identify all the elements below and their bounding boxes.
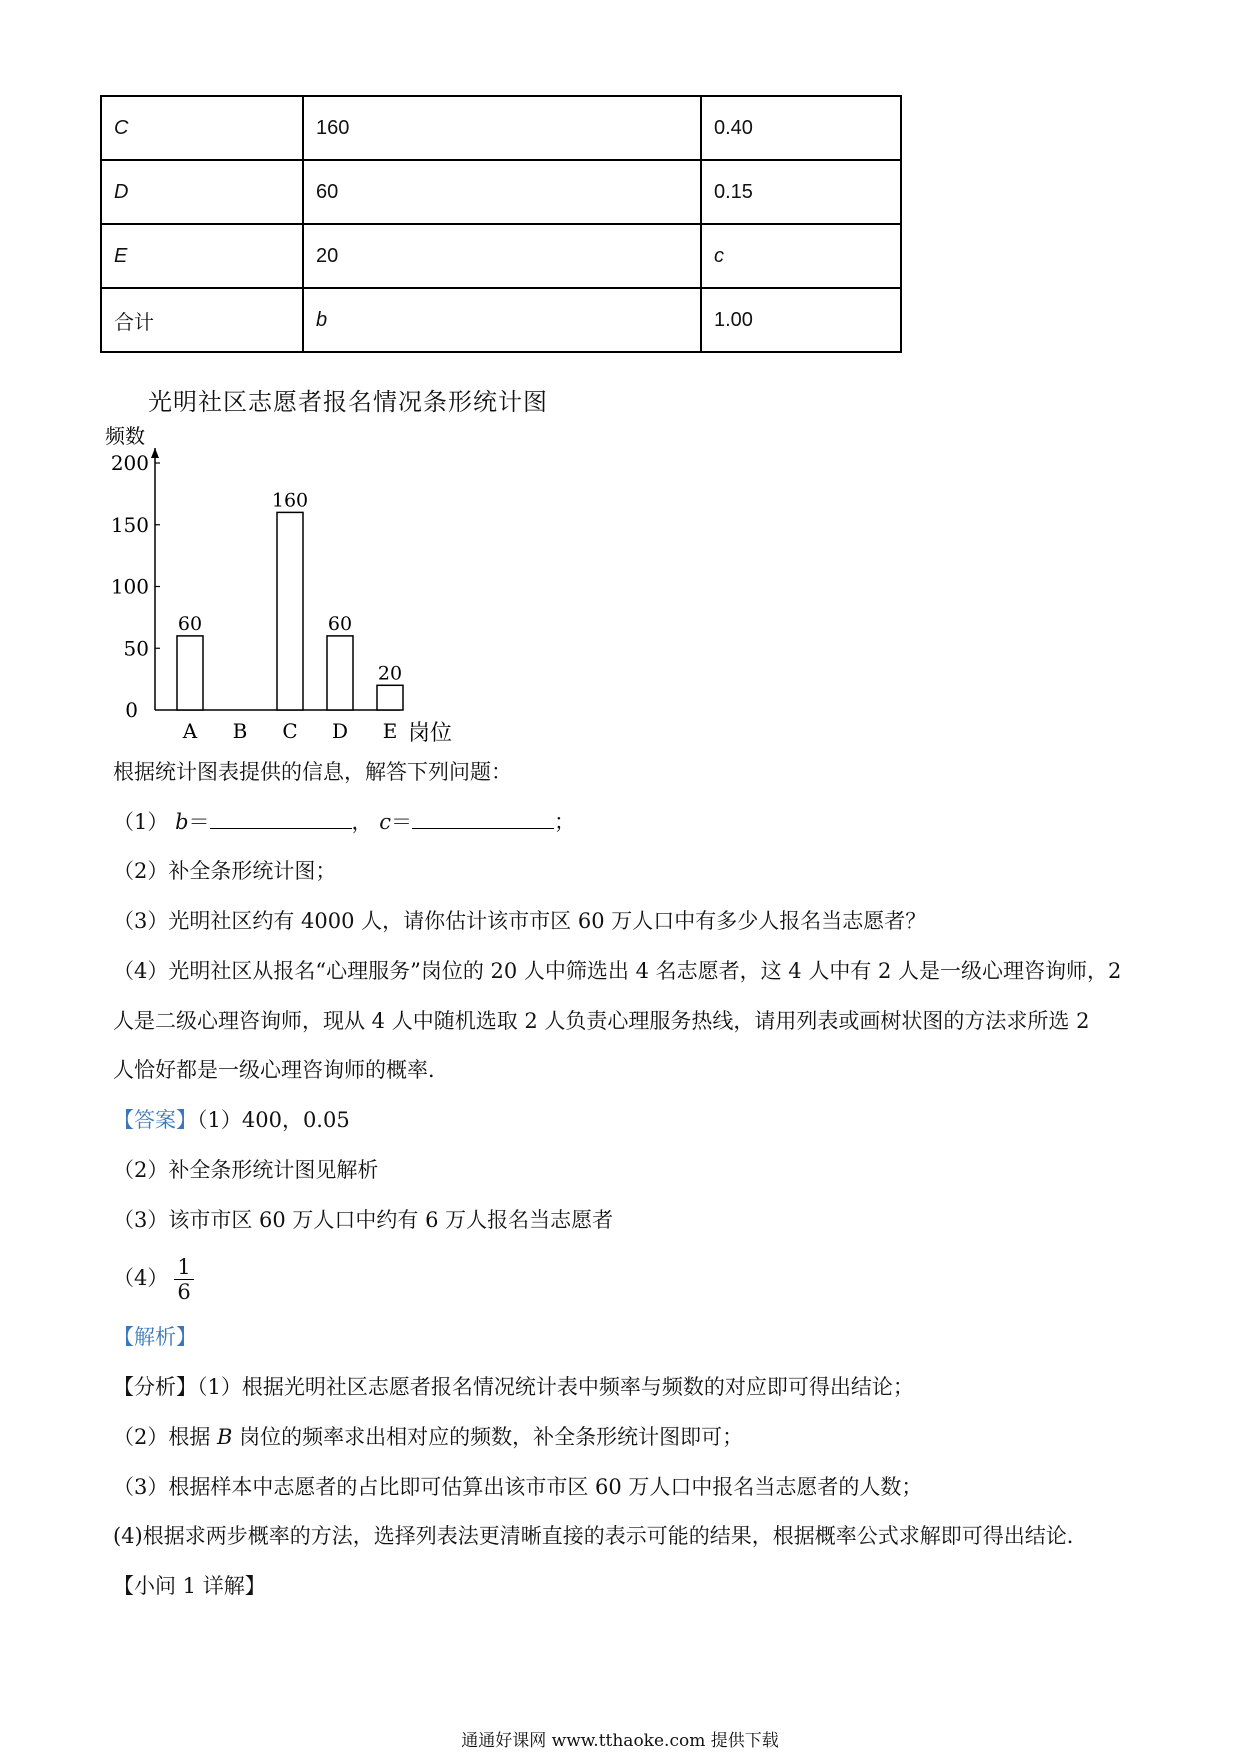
analysis-1 (113, 1372, 914, 1402)
y-axis-arrow (151, 448, 159, 458)
answer-tag: 【答案】 (113, 1108, 197, 1132)
answer-4-fraction (174, 1255, 193, 1304)
question-4-line-1: （4）光明社区从报名“心理服务”岗位的 20 人中筛选出 4 名志愿者，这 4 人中有 2 人是一级心理咨询师，2 (113, 959, 1122, 983)
q1-c-blank (412, 806, 554, 829)
table-cell-count: 60 (303, 160, 701, 224)
bar (377, 685, 403, 710)
q1-c: c (379, 810, 391, 834)
table-row (101, 288, 901, 352)
question-1 (113, 806, 575, 837)
table-cell-freq: c (701, 224, 901, 288)
q1-b-blank (210, 806, 352, 829)
bar (277, 512, 303, 710)
bar-data-label: 60 (177, 612, 203, 635)
analysis-4: (4)根据求两步概率的方法，选择列表法更清晰直接的表示可能的结果，根据概率公式求解即可得出结论． (113, 1524, 1088, 1548)
analysis-tag: 【解析】 (113, 1325, 197, 1349)
bar-data-label: 60 (327, 612, 353, 635)
question-intro: 根据统计图表提供的信息，解答下列问题： (113, 760, 512, 784)
x-tick-label: C (282, 719, 298, 743)
x-tick-label: D (331, 719, 349, 743)
q1-sep: ， (351, 810, 373, 834)
table-cell-label: 合计 (101, 288, 303, 352)
chart-title: 光明社区志愿者报名情况条形统计图 (148, 388, 548, 416)
table-cell-count: b (303, 288, 701, 352)
table-row (101, 96, 901, 160)
analysis-2 (113, 1422, 743, 1452)
y-tick-label: 200 (110, 451, 149, 475)
y-tick-label: 50 (123, 636, 149, 661)
table-cell-count: 160 (303, 96, 701, 160)
y-tick-label: 100 (110, 574, 149, 599)
table-row (101, 160, 901, 224)
table-cell-label: D (101, 160, 303, 224)
frequency-table (100, 95, 902, 353)
table-cell-freq: 0.15 (701, 160, 901, 224)
table-cell-label: C (101, 96, 303, 160)
table-row (101, 224, 901, 288)
x-axis-label: 岗位 (408, 721, 453, 746)
q1-prefix: （1） (113, 810, 169, 834)
bar-chart (100, 420, 520, 750)
bar-data-label: 160 (271, 489, 309, 512)
q1-eq2: ＝ (390, 810, 412, 834)
answer-4-prefix: （4） (113, 1266, 169, 1290)
y-tick-label: 150 (110, 512, 149, 537)
fraction-denominator: 6 (177, 1280, 191, 1304)
x-tick-label: B (232, 719, 248, 743)
analysis-2-b: B (217, 1425, 233, 1449)
page-footer: 通通好课网 www.tthaoke.com 提供下载 (461, 1731, 779, 1751)
table-cell-freq: 0.40 (701, 96, 901, 160)
q1-b: b (175, 810, 189, 834)
x-tick-label: A (182, 719, 198, 743)
table-cell-freq: 1.00 (701, 288, 901, 352)
question-2: （2）补全条形统计图； (113, 859, 337, 883)
question-4-line-3: 人恰好都是一级心理咨询师的概率． (113, 1058, 449, 1082)
table-cell-label: E (101, 224, 303, 288)
analysis-2-c: 岗位的频率求出相对应的频数，补全条形统计图即可； (232, 1425, 744, 1449)
question-4-line-2: 人是二级心理咨询师，现从 4 人中随机选取 2 人负责心理服务热线，请用列表或画树状图的方法求所选 2 (113, 1009, 1090, 1033)
answer-4 (113, 1255, 194, 1304)
analysis-1-text: （1）根据光明社区志愿者报名情况统计表中频率与频数的对应即可得出结论； (197, 1375, 914, 1399)
answer-1-text: （1）400，0.05 (197, 1108, 350, 1132)
bar (327, 636, 353, 710)
q1-eq: ＝ (188, 810, 210, 834)
question-3: （3）光明社区约有 4000 人，请你估计该市市区 60 万人口中有多少人报名当志愿者？ (113, 909, 927, 933)
subquestion-1-heading: 【小问 1 详解】 (113, 1574, 266, 1598)
bar (177, 636, 203, 710)
table-body (101, 96, 901, 352)
table-cell-count: 20 (303, 224, 701, 288)
bar-data-label: 20 (377, 662, 403, 685)
q1-end: ； (553, 810, 575, 834)
fraction-numerator: 1 (174, 1255, 193, 1280)
answer-1 (113, 1105, 350, 1135)
y-axis-label: 频数 (105, 424, 145, 448)
fenxi-tag: 【分析】 (113, 1375, 197, 1399)
analysis-3: （3）根据样本中志愿者的占比即可估算出该市市区 60 万人口中报名当志愿者的人数； (113, 1475, 923, 1499)
answer-3: （3）该市市区 60 万人口中约有 6 万人报名当志愿者 (113, 1208, 614, 1232)
y-tick-label: 0 (125, 698, 138, 722)
x-tick-label: E (382, 719, 398, 743)
analysis-2-a: （2）根据 (113, 1425, 218, 1449)
answer-2: （2）补全条形统计图见解析 (113, 1158, 379, 1182)
